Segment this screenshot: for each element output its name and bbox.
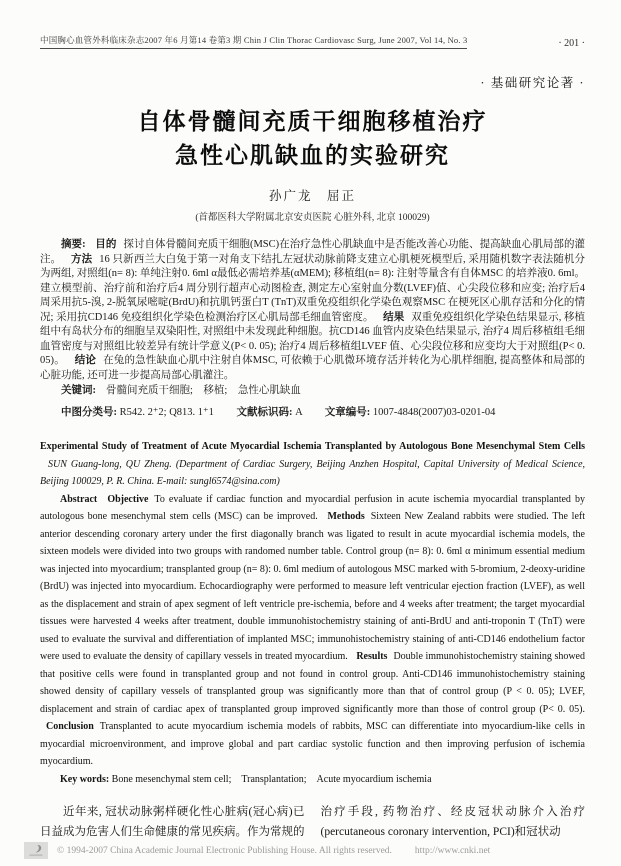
abstract-cn [40, 238, 585, 383]
abstract-en-label: Abstract [60, 493, 98, 505]
article-id-group [325, 407, 496, 418]
objective-text-cn: 探讨自体骨髓间充质干细胞(MSC)在治疗急性心肌缺血中是否能改善心功能、提高缺血心肌局部的灌注。 [40, 239, 586, 265]
article-category-label: · 基础研究论著 · [480, 76, 585, 90]
body-text-left: 近年来, 冠状动脉粥样硬化性心脏病(冠心病)已日益成为危害人们生命健康的常见疾病。作为常规的 [40, 806, 305, 838]
article-title-line2: 急性心肌缺血的实验研究 [175, 143, 450, 168]
authors-cn: 孙广龙 屈正 [268, 189, 356, 203]
journal-citation-cn: 中国胸心血管外科临床杂志2007 年6 月第14 卷第3 期 [40, 35, 242, 45]
body-columns [40, 802, 585, 842]
article-title-cn [40, 105, 585, 173]
article-id-value: 1007-4848(2007)03-0201-04 [372, 406, 496, 418]
body-column-left [40, 802, 305, 842]
objective-label-en: Objective [107, 493, 149, 505]
abstract-en [40, 491, 585, 771]
body-text-right: 治疗手段, 药物治疗、经皮冠状动脉介入治疗 (percutaneous coronary intervention, PCI)和冠状动 [320, 806, 585, 838]
body-column-right [321, 802, 586, 842]
methods-text-en: Sixteen New Zealand rabbits were studied. The left anterior descending coronary artery under the first diagonally branch was ligated to result in acute myocardial ischemia models, the sixteen models were divided into two groups with randomed number table. Control group (n= 8): 0. 6ml α minimum essential medium was injected into myocardium; transplanted group (n= 8): 0. 6ml medium of autologous MSC marked with 5-bromium, 2-deoxy-uridine (BrdU) was injected into myocardium. Echocardiography were performed to measure left ventricular ejection fraction (LVEF), as well as the displacement and strain of apex segment of left ventricle pre-ischemia, before and 4 weeks after treatment; the target myocardial tissues were harvested 4 weeks after treatment, double immunohistochemistry staining of anti-BrdU and anti-troponin T (TnT) were used to evaluate the survival and differentiation of implanted MSC; immunohistochemistry staining of anti-CD146 endothelium factor were used to evaluate the density of capillary vessels in treated myocardium. [40, 511, 585, 662]
journal-citation-en: Chin J Clin Thorac Cardiovasc Surg, June 2007, Vol 14, No. 3 [243, 35, 468, 45]
copyright-text: © 1994-2007 China Academic Journal Electronic Publishing House. All rights reserved. [57, 845, 392, 856]
keywords-en [40, 771, 585, 789]
cnki-url-link[interactable]: http://www.cnki.net [414, 845, 491, 856]
keywords-label-en: Key words: [60, 773, 110, 785]
clc-group [61, 407, 216, 418]
doc-code-group [236, 407, 304, 418]
article-title-en: Experimental Study of Treatment of Acute Myocardial Ischemia Transplanted by Autologous Bone Mesenchymal Stem Cells [40, 441, 585, 452]
conclusion-label-en: Conclusion [46, 721, 94, 732]
results-text-cn: 双重免疫组织化学染色结果显示, 移植组中有岛状分布的细胞呈双染阳性, 对照组中未发现此种细胞。抗CD146 血管内皮染色结果显示, 治疗4 周后移植组毛细血管密度与对照组比较差异有统计学意义(P< 0. 05); 治疗4 周后移植组LVEF 值、心尖段位移和应变均大于对照组(P< 0. 05)。 [40, 311, 586, 366]
conclusion-text-cn: 在兔的急性缺血心肌中注射自体MSC, 可依赖于心肌微环境存活并转化为心肌样细胞, 提高整体和局部的心脏功能, 还可进一步提高局部心肌灌注。 [40, 355, 586, 381]
title-en-para [40, 438, 585, 491]
affiliation-cn: (首都医科大学附属北京安贞医院 心脏外科, 北京 100029) [195, 213, 430, 223]
cnki-logo-icon [24, 842, 48, 859]
keywords-label-cn: 关键词: [61, 385, 96, 396]
journal-citation [40, 34, 467, 49]
keywords-text-en: Bone mesenchymal stem cell; Transplantation; Acute myocardium ischemia [111, 773, 432, 785]
article-id-label: 文章编号: [324, 406, 371, 418]
classification-line [40, 406, 585, 421]
page-number: · 201 · [558, 38, 585, 49]
methods-text-cn: 16 只新西兰大白兔于第一对角支下结扎左冠状动脉前降支建立心肌梗死模型后, 采用随机数字表法随机分为两组, 对照组(n= 8): 单纯注射0. 6ml α最低必需培养基(αMEM); 移植组(n= 8): 注射等量含有自体MSC 的培养液0. 6ml。建立模型前、治疗前和治疗后4 周分别行超声心动图检查, 测定左心室射血分数(LVEF)值、心尖段位移和应变; 治疗后4 周采用抗5-溴, 2-脱氧尿嘧啶(BrdU)和抗肌钙蛋白T (TnT)双重免疫组织化学染色观察MSC 在梗死区心肌存活和分化的情况; 采用抗CD146 免疫组织化学染色检测治疗区心肌局部毛细血管密度。 [40, 253, 586, 323]
authors-en: SUN Guang-long, QU Zheng. [48, 458, 172, 470]
objective-label-cn: 目的 [95, 239, 117, 250]
abstract-en-block [40, 438, 585, 788]
page-footer [24, 842, 593, 859]
abstract-cn-label: 摘要: [61, 239, 86, 250]
methods-label-en: Methods [327, 511, 365, 522]
results-label-cn: 结果 [383, 311, 405, 323]
conclusion-label-cn: 结论 [74, 355, 97, 366]
keywords-cn [40, 384, 585, 399]
affiliation-en: (Department of Cardiac Surgery, Beijing Anzhen Hospital, Capital University of Medical Science, Beijing 100029, P. R. China. E-mail: sungl6574@sina.com) [40, 458, 586, 487]
running-head [40, 34, 585, 49]
results-text-en: Double immunohistochemistry staining showed that positive cells were found in transplanted group and not found in control group. Anti-CD146 immunohistochemistry staining showed density of capillary vessels of transplanted group was significantly more than that of control group (P < 0. 05); LVEF, displacement and strain of cardiac apex of transplanted group improved significantly more than those of control group (P< 0. 05). [40, 651, 586, 715]
doc-code-label: 文献标识码: [236, 406, 293, 418]
article-title-line1: 自体骨髓间充质干细胞移植治疗 [137, 109, 488, 134]
clc-value: R542. 2⁺2; Q813. 1⁺1 [119, 406, 214, 418]
keywords-text-cn: 骨髓间充质干细胞; 移植; 急性心肌缺血 [106, 385, 301, 396]
methods-label-cn: 方法 [71, 253, 93, 265]
conclusion-text-en: Transplanted to acute myocardium ischemia models of rabbits, MSC can differentiate into myocardium-like cells in myocardial microenvironment, and improve global and part cardiac systolic function and then improving perfusion of ischemia myocardium. [40, 721, 585, 767]
objective-text-en: To evaluate if cardiac function and myocardial perfusion in acute ischemia myocardial transplanted by autologous bone mesenchymal stem cells (MSC) can be improved. [40, 493, 585, 522]
results-label-en: Results [356, 651, 388, 662]
doc-code-value: A [295, 406, 303, 418]
clc-label: 中图分类号: [61, 406, 117, 418]
